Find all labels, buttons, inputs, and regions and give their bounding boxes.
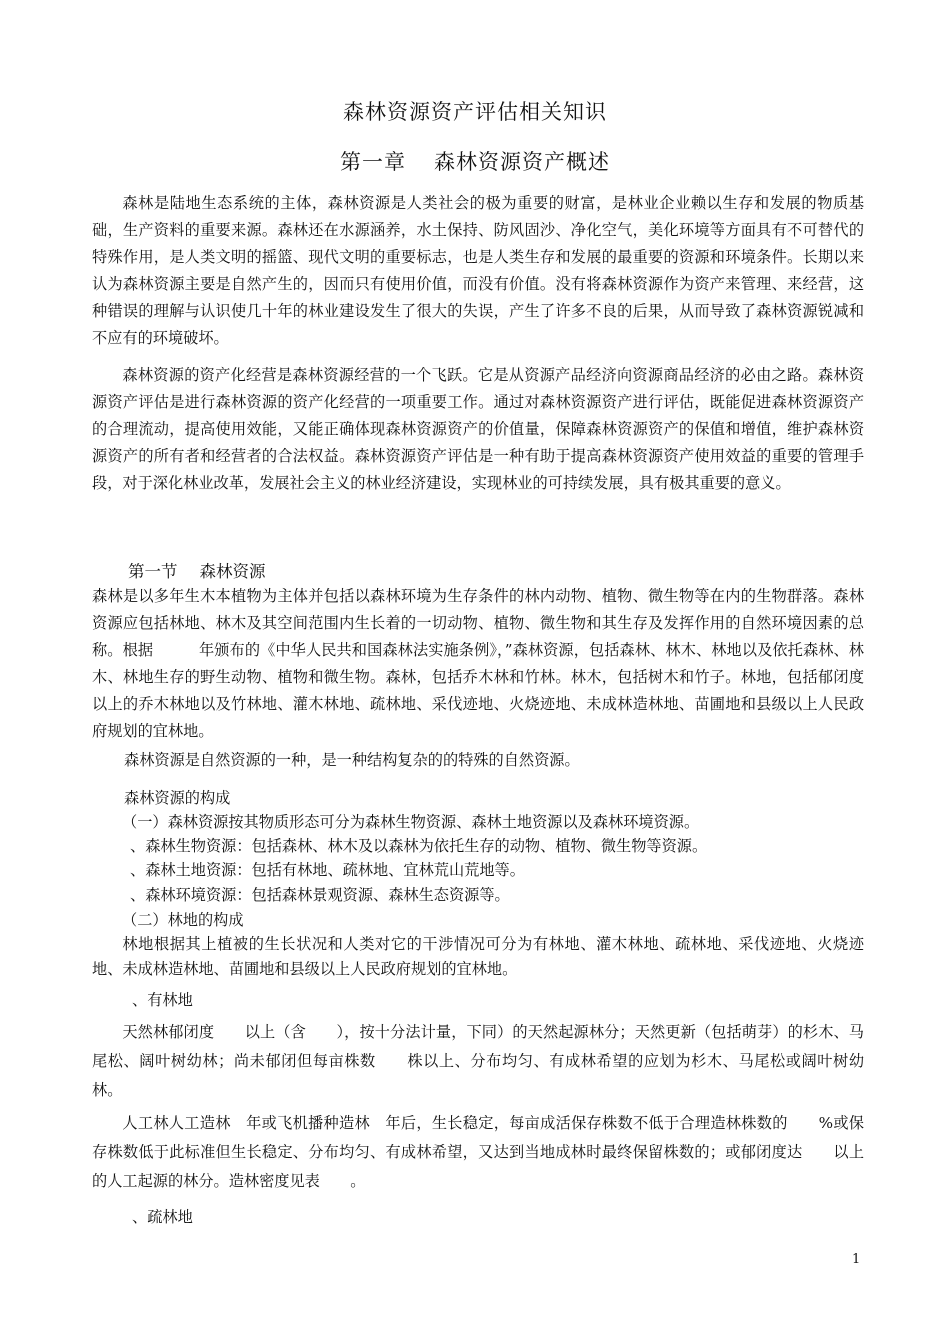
intro-paragraph-2: 森林资源的资产化经营是森林资源经营的一个飞跃。它是从资源产品经济向资源商品经济的必由之路。森林资源资产评估是进行森林资源的资产化经营的一项重要工作。通过对森林资源资产进行评估，既能促进森林资源资产的合理流动，提高使用效能，又能正确体现森林资源资产的价值量，保障森林资源资产的保值和增值，维护森林资源资产的所有者和经营者的合法权益。森林资源资产评估是一种有助于提高森林资源资产使用效益的重要的管理手段，对于深化林业改革，发展社会主义的林业经济建设，实现林业的可持续发展，具有极其重要的意义。 bbox=[92, 366, 864, 492]
composition-item-3: 、森林土地资源：包括有林地、疏林地、宜林荒山荒地等。 bbox=[130, 861, 525, 879]
composition-heading: 森林资源的构成 bbox=[124, 789, 231, 807]
section-name: 森林资源 bbox=[199, 562, 266, 581]
chapter-name: 森林资源资产概述 bbox=[434, 150, 610, 174]
sub-heading-sparse-forest: 、疏林地 bbox=[132, 1208, 193, 1226]
composition-item-2: 、森林生物资源：包括森林、林木及以森林为依托生存的动物、植物、微生物等资源。 bbox=[130, 837, 708, 855]
intro-paragraph-1: 森林是陆地生态系统的主体，森林资源是人类社会的极为重要的财富，是林业企业赖以生存和发展的物质基础，生产资料的重要来源。森林还在水源涵养，水土保持、防风固沙、净化空气，美化环境等方面具有不可替代的特殊作用，是人类文明的摇篮、现代文明的重要标志，也是人类生存和发展的最重要的资源和环境条件。长期以来认为森林资源主要是自然产生的，因而只有使用价值，而没有价值。没有将森林资源作为资产来管理、来经营，这种错误的理解与认识使几十年的林业建设发生了很大的失误，产生了许多不良的后果，从而导致了森林资源锐减和不应有的环境破坏。 bbox=[92, 194, 864, 347]
plantation-forest-paragraph: 人工林人工造林 年或飞机播种造林 年后，生长稳定，每亩成活保存株数不低于合理造林株数的 %或保存株数低于此标准但生长稳定、分布均匀、有成林希望，又达到当地成林时最终保留株数的；或郁闭度达 以上的人工起源的林分。造林密度见表 。 bbox=[92, 1114, 864, 1190]
chapter-title bbox=[0, 146, 950, 176]
section-label: 第一节 bbox=[128, 562, 178, 581]
chapter-label: 第一章 bbox=[340, 150, 406, 174]
natural-forest-paragraph: 天然林郁闭度 以上（含 ），按十分法计量，下同）的天然起源林分；天然更新（包括萌芽）的杉木、马尾松、阔叶树幼林；尚未郁闭但每亩株数 株以上、分布均匀、有成林希望的应划为杉木、马尾松或阔叶树幼林。 bbox=[92, 1023, 864, 1099]
document-title: 森林资源资产评估相关知识 bbox=[343, 100, 607, 124]
section-paragraph: 森林是以多年生木本植物为主体并包括以森林环境为生存条件的林内动物、植物、微生物等在内的生物群落。森林资源应包括林地、林木及其空间范围内生长着的一切动物、植物、微生物和其生存及发挥作用的自然环境因素的总称。根据 年颁布的《中华人民共和国森林法实施条例》，”森林资源，包括森林、林木、林地以及依托森林、林木、林地生存的野生动物、植物和微生物。森林，包括乔木林和竹林。林木，包括树木和竹子。林地，包括郁闭度 以上的乔木林地以及竹林地、灌木林地、疏林地、采伐迹地、火烧迹地、未成林造林地、苗圃地和县级以上人民政府规划的宜林地。 bbox=[92, 587, 895, 740]
forestland-paragraph: 林地根据其上植被的生长状况和人类对它的干涉情况可分为有林地、灌木林地、疏林地、采伐迹地、火烧迹地、未成林造林地、苗圃地和县级以上人民政府规划的宜林地。 bbox=[92, 935, 864, 978]
sub-heading-forest-land: 、有林地 bbox=[132, 991, 193, 1009]
natural-resource-line: 森林资源是自然资源的一种，是一种结构复杂的的特殊的自然资源。 bbox=[124, 751, 580, 769]
section-heading bbox=[128, 560, 900, 584]
composition-item-1: （一）森林资源按其物质形态可分为森林生物资源、森林土地资源以及森林环境资源。 bbox=[122, 813, 700, 831]
page-number: 1 bbox=[852, 1252, 861, 1267]
composition-item-5: （二）林地的构成 bbox=[122, 911, 244, 929]
composition-item-4: 、森林环境资源：包括森林景观资源、森林生态资源等。 bbox=[130, 886, 510, 904]
